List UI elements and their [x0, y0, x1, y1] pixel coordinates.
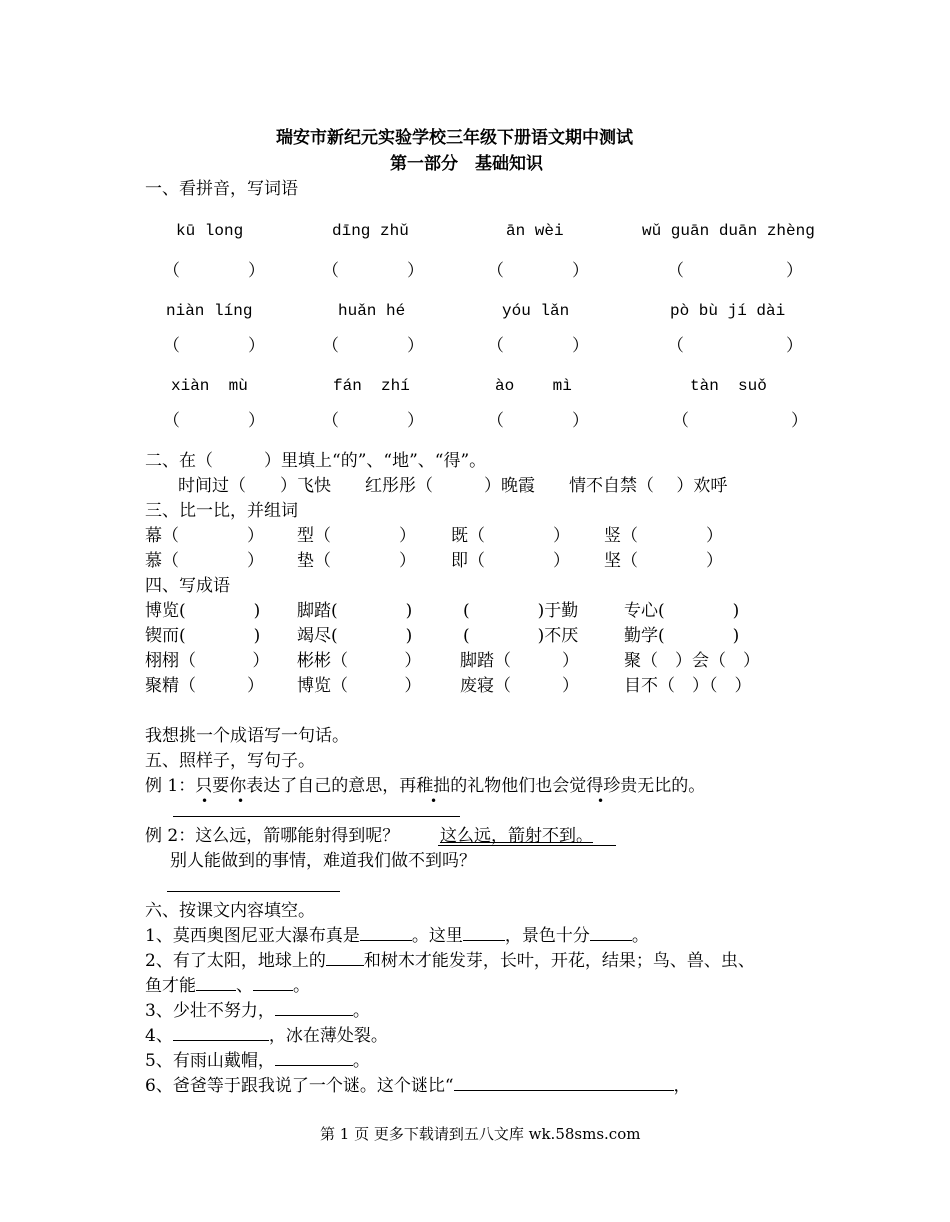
answer-box[interactable]: （ ）	[163, 411, 265, 431]
section-2-line[interactable]: 时间过（ ）飞快 红彤彤（ ）晚霞 情不自禁（ ）欢呼	[178, 476, 728, 496]
example-2: 例 2：这么远，箭哪能射得到呢？	[145, 826, 400, 846]
idiom-item[interactable]: 锲而( )	[145, 626, 261, 646]
idiom-item[interactable]: 博览（ ）	[297, 676, 422, 696]
idiom-item[interactable]: 聚精（ ）	[145, 676, 264, 696]
q1-part: ，景色十分	[504, 926, 590, 946]
q6-part: 6、爸爸等于跟我说了一个谜。这个谜比“	[145, 1076, 454, 1096]
q5-part: 5、有雨山戴帽，	[145, 1051, 275, 1071]
idiom-item[interactable]: ( )不厌	[463, 626, 579, 646]
idiom-item[interactable]: 废寝（ ）	[460, 676, 579, 696]
example-2-answer: 这么远，箭射不到。	[440, 826, 593, 846]
page-subtitle: 第一部分 基础知识	[390, 154, 543, 174]
pinyin-2-1: niàn líng	[166, 302, 253, 320]
page-footer: 第 1 页 更多下载请到五八文库 wk.58sms.com	[320, 1125, 641, 1143]
example-1: 例 1：只要你表达了自己的意思，再稚拙的礼物他们也会觉得珍贵无比的。	[145, 776, 706, 796]
q2-part: 。	[293, 976, 310, 996]
idiom-sentence-prompt: 我想挑一个成语写一句话。	[145, 726, 349, 746]
answer-box[interactable]: （ ）	[322, 336, 424, 356]
answer-box[interactable]: （ ）	[487, 261, 589, 281]
q2-part: 和树木才能发芽，长叶，开花，结果；鸟、兽、虫、	[363, 951, 755, 971]
pinyin-3-2: fán zhí	[333, 377, 410, 395]
answer-box[interactable]: （ ）	[672, 411, 808, 431]
pinyin-1-1: kū long	[176, 222, 244, 240]
answer-box[interactable]: （ ）	[667, 336, 803, 356]
pinyin-1-3: ān wèi	[506, 222, 564, 240]
q4-part: ，冰在薄处裂。	[268, 1026, 388, 1046]
compare-item[interactable]: 坚（ ）	[604, 551, 723, 571]
compare-item[interactable]: 既（ ）	[451, 526, 570, 546]
example-2-task: 别人能做到的事情，难道我们做不到吗？	[170, 851, 476, 871]
fill-question-2	[145, 953, 755, 970]
pinyin-3-4: tàn suǒ	[690, 377, 767, 395]
emphasis-dot: •	[237, 794, 245, 808]
pinyin-2-4: pò bù jí dài	[670, 302, 786, 320]
blank[interactable]	[463, 939, 505, 941]
pinyin-1-2: dīng zhǔ	[332, 222, 409, 240]
section-1-heading: 一、看拼音，写词语	[145, 179, 298, 199]
fill-question-3	[145, 1003, 370, 1020]
example-2-underline	[438, 845, 616, 846]
q3-part: 。	[352, 1001, 370, 1021]
q6-part: ，	[673, 1076, 691, 1096]
answer-line[interactable]	[167, 891, 340, 892]
compare-item[interactable]: 幕（ ）	[145, 526, 264, 546]
emphasis-dot: •	[430, 794, 438, 808]
fill-question-6	[145, 1078, 691, 1095]
answer-box[interactable]: （ ）	[163, 336, 265, 356]
blank[interactable]	[196, 989, 236, 991]
idiom-item[interactable]: 专心( )	[624, 601, 740, 621]
fill-question-5	[145, 1053, 370, 1070]
answer-line[interactable]	[173, 816, 460, 817]
compare-item[interactable]: 慕（ ）	[145, 551, 264, 571]
idiom-item[interactable]: 脚踏（ ）	[460, 651, 579, 671]
answer-box[interactable]: （ ）	[487, 336, 589, 356]
q1-part: 。这里	[411, 926, 463, 946]
q1-part: 1、莫西奥图尼亚大瀑布真是	[145, 926, 360, 946]
compare-item[interactable]: 型（ ）	[297, 526, 416, 546]
section-2-heading: 二、在（ ）里填上“的”、“地”、“得”。	[145, 451, 487, 471]
blank[interactable]	[275, 1064, 353, 1066]
blank[interactable]	[173, 1039, 269, 1041]
compare-item[interactable]: 竖（ ）	[604, 526, 723, 546]
answer-box[interactable]: （ ）	[322, 261, 424, 281]
pinyin-3-3: ào mì	[495, 377, 572, 395]
idiom-item[interactable]: 栩栩（ ）	[145, 651, 270, 671]
fill-question-4	[145, 1028, 388, 1045]
q1-part: 。	[631, 926, 649, 946]
idiom-item[interactable]: 博览( )	[145, 601, 261, 621]
answer-box[interactable]: （ ）	[163, 261, 265, 281]
q3-part: 3、少壮不努力，	[145, 1001, 275, 1021]
emphasis-dot: •	[201, 794, 209, 808]
answer-box[interactable]: （ ）	[667, 261, 803, 281]
idiom-item[interactable]: 彬彬（ ）	[297, 651, 422, 671]
emphasis-dot: •	[597, 794, 605, 808]
section-6-heading: 六、按课文内容填空。	[145, 901, 315, 921]
q2-part: 、	[236, 976, 253, 996]
compare-item[interactable]: 垫（ ）	[297, 551, 416, 571]
q2-part: 2、有了太阳，地球上的	[145, 951, 326, 971]
blank[interactable]	[253, 989, 293, 991]
compare-item[interactable]: 即（ ）	[451, 551, 570, 571]
idiom-item[interactable]: 勤学( )	[624, 626, 740, 646]
idiom-item[interactable]: 聚（ ）会（ ）	[624, 651, 760, 671]
blank[interactable]	[275, 1014, 353, 1016]
q2-part: 鱼才能	[145, 976, 196, 996]
section-5-heading: 五、照样子，写句子。	[145, 751, 315, 771]
fill-question-2b	[145, 978, 310, 995]
idiom-item[interactable]: 目不（ ）（ ）	[624, 676, 752, 696]
pinyin-3-1: xiàn mù	[171, 377, 248, 395]
q4-part: 4、	[145, 1026, 173, 1046]
q5-part: 。	[352, 1051, 370, 1071]
page-title: 瑞安市新纪元实验学校三年级下册语文期中测试	[276, 128, 633, 148]
fill-question-1	[145, 928, 649, 945]
blank[interactable]	[360, 939, 412, 941]
idiom-item[interactable]: 脚踏( )	[297, 601, 413, 621]
blank[interactable]	[326, 964, 364, 966]
answer-box[interactable]: （ ）	[487, 411, 589, 431]
section-3-heading: 三、比一比，并组词	[145, 501, 298, 521]
blank[interactable]	[454, 1089, 674, 1091]
idiom-item[interactable]: ( )于勤	[463, 601, 579, 621]
answer-box[interactable]: （ ）	[322, 411, 424, 431]
pinyin-2-3: yóu lǎn	[502, 302, 570, 320]
blank[interactable]	[590, 939, 632, 941]
pinyin-1-4: wǔ guān duān zhèng	[642, 222, 815, 240]
section-4-heading: 四、写成语	[145, 576, 230, 596]
idiom-item[interactable]: 竭尽( )	[297, 626, 413, 646]
pinyin-2-2: huǎn hé	[338, 302, 406, 320]
